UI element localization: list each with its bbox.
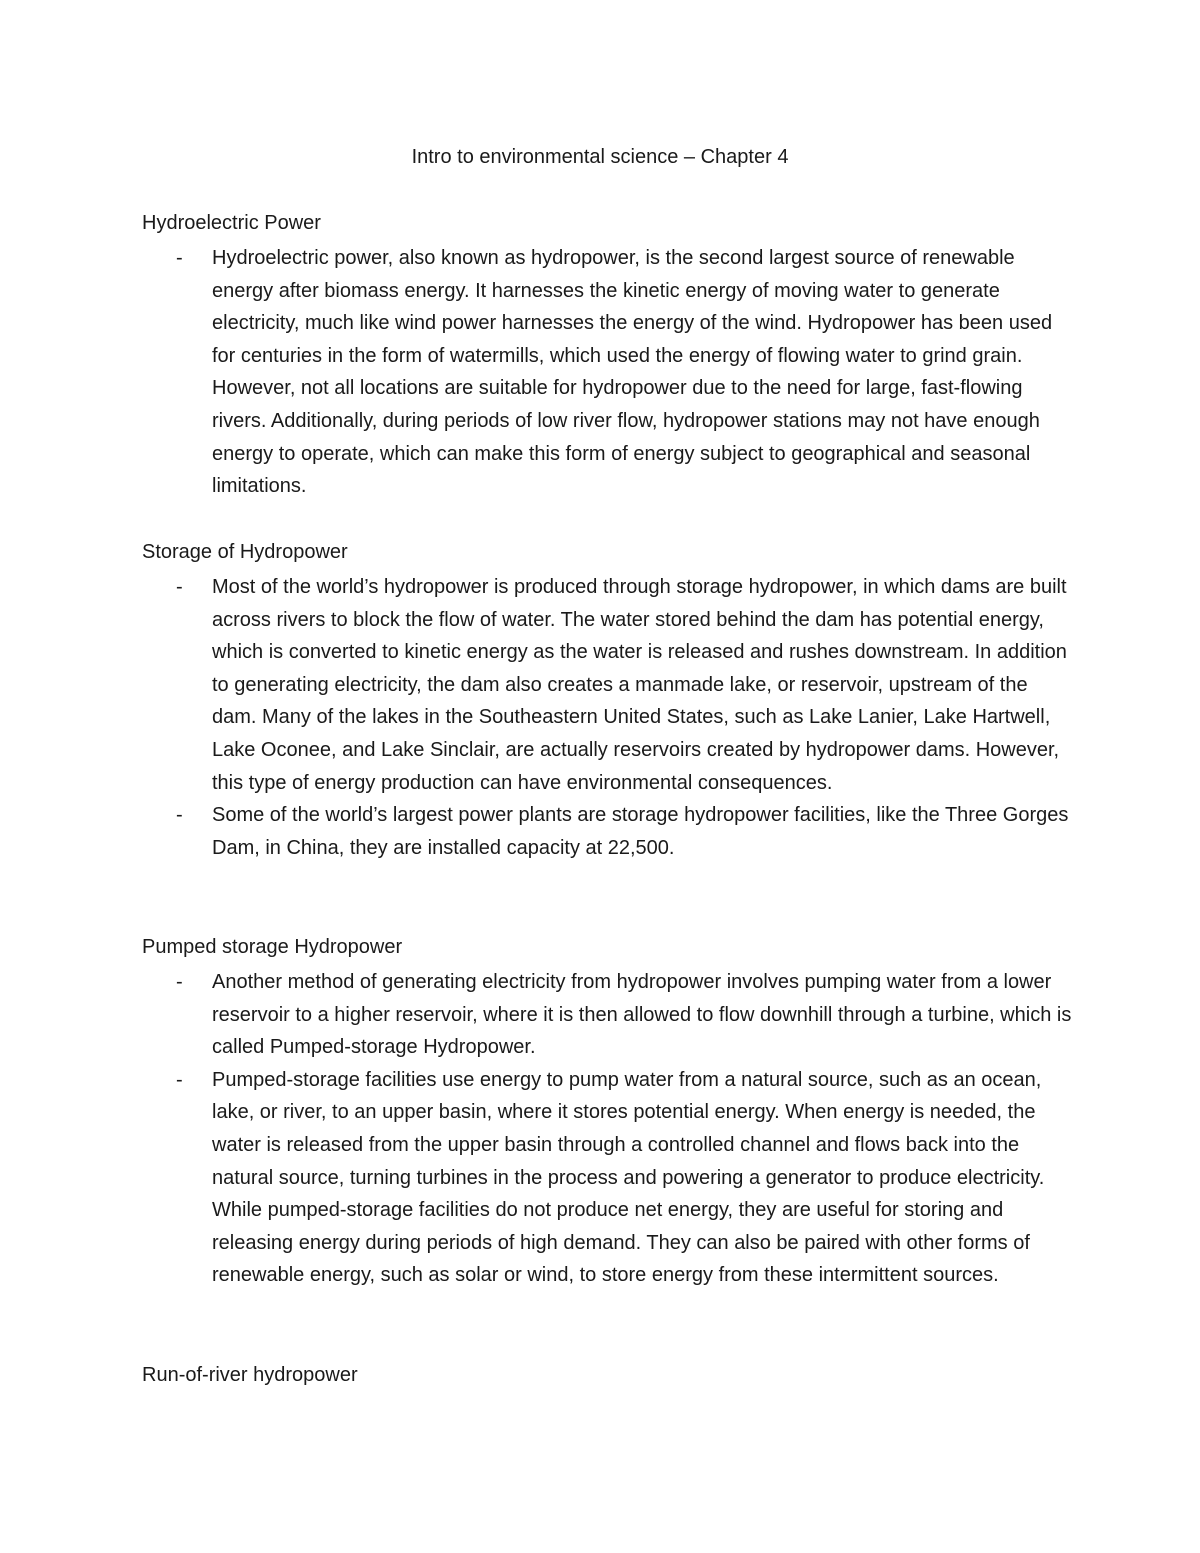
- bullet-list: [142, 966, 1072, 1292]
- bullet-text: Pumped-storage facilities use energy to pump water from a natural source, such as an ocean, lake, or river, to an upper basin, where it stores potential energy. When energy is needed, the water is released from the upper basin through a controlled channel and flows back into the natural source, turning turbines in the process and powering a generator to produce electricity. While pumped-storage facilities do not produce net energy, they are useful for storing and releasing energy during periods of high demand. They can also be paired with other forms of renewable energy, such as solar or wind, to store energy from these intermittent sources.: [212, 1068, 1045, 1287]
- section-pumped-storage-hydropower: [142, 934, 1072, 1292]
- bullet-marker: -: [176, 576, 183, 598]
- bullet-marker: -: [176, 971, 183, 993]
- bullet-list: [142, 571, 1072, 864]
- bullet-item: [142, 242, 1072, 503]
- bullet-marker: -: [176, 1068, 183, 1091]
- section-heading: Hydroelectric Power: [142, 212, 321, 234]
- bullet-text: Most of the world’s hydropower is produced through storage hydropower, in which dams are built across rivers to block the flow of water. The water stored behind the dam has potential energy, which is converted to kinetic energy as the water is released and rushes downstream. In addition to generating electricity, the dam also creates a manmade lake, or reservoir, upstream of the dam. Many of the lakes in the Southeastern United States, such as Lake Lanier, Lake Hartwell, Lake Oconee, and Lake Sinclair, are actually reservoirs created by hydropower dams. However, this type of energy production can have environmental consequences.: [212, 576, 1067, 794]
- bullet-marker: -: [176, 247, 183, 269]
- bullet-marker: -: [176, 804, 183, 827]
- bullet-text: Another method of generating electricity from hydropower involves pumping water from a lower reservoir to a higher reservoir, where it is then allowed to flow downhill through a turbine, which is called Pumped-storage Hydropower.: [212, 971, 1072, 1059]
- section-hydroelectric-power: [142, 210, 1072, 503]
- bullet-item: [142, 966, 1072, 1064]
- bullet-list: [142, 242, 1072, 503]
- section-heading: Pumped storage Hydropower: [142, 936, 403, 958]
- bullet-text: Some of the world’s largest power plants are storage hydropower facilities, like the Three Gorges Dam, in China, they are installed capacity at 22,500.: [212, 804, 1069, 859]
- section-storage-of-hydropower: [142, 539, 1072, 864]
- document-title: Intro to environmental science – Chapter 4: [411, 146, 789, 168]
- bullet-item: [142, 571, 1072, 799]
- bullet-item: [142, 1064, 1072, 1292]
- section-heading: Storage of Hydropower: [142, 541, 348, 563]
- section-heading: Run-of-river hydropower: [142, 1364, 358, 1386]
- section-run-of-river-hydropower: [142, 1362, 1072, 1394]
- bullet-text: Hydroelectric power, also known as hydropower, is the second largest source of renewable energy after biomass energy. It harnesses the kinetic energy of moving water to generate electricity, much like wind power harnesses the energy of the wind. Hydropower has been used for centuries in the form of watermills, which used the energy of flowing water to grind grain. However, not all locations are suitable for hydropower due to the need for large, fast-flowing rivers. Additionally, during periods of low river flow, hydropower stations may not have enough energy to operate, which can make this form of energy subject to geographical and seasonal limitations.: [212, 247, 1053, 498]
- bullet-item: [142, 799, 1072, 864]
